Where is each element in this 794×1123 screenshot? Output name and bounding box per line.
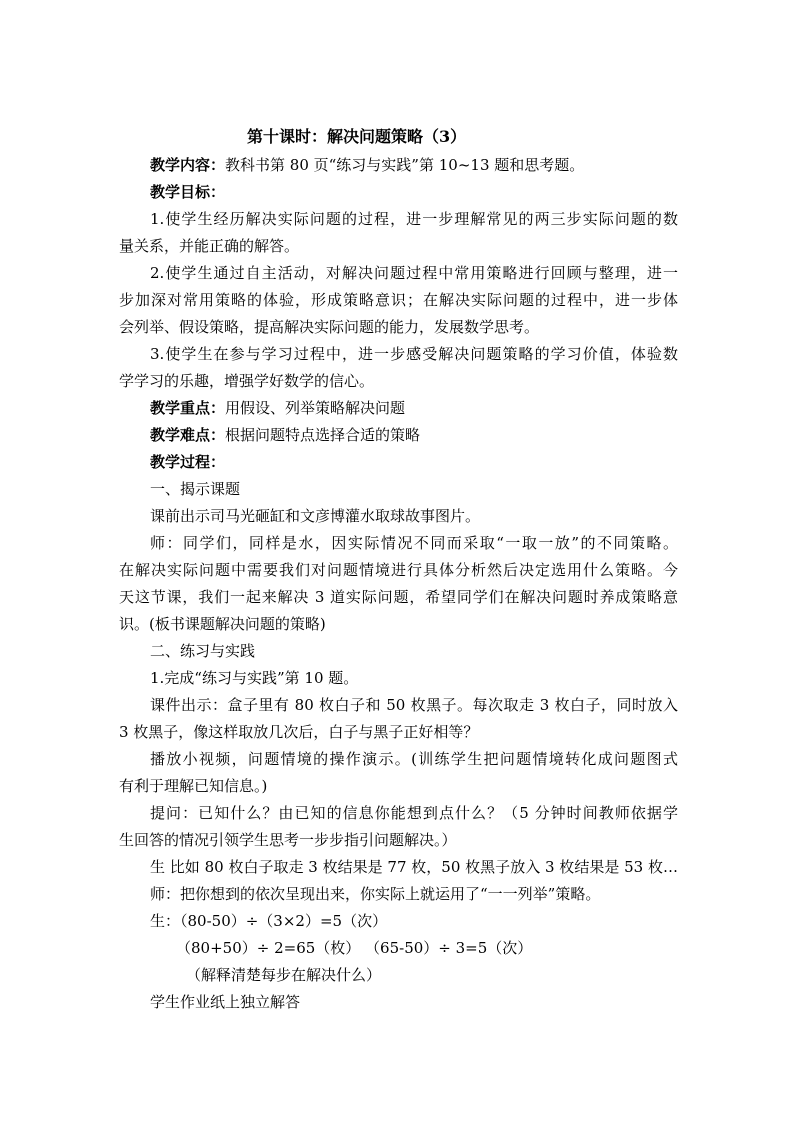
student-answer-1: 生 比如 80 枚白子取走 3 枚结果是 77 枚，50 枚黑子放入 3 枚结果是 53 枚… [150,858,678,876]
formula-line-2: （80+50）÷ 2=65（枚） （65-50）÷ 3=5（次） [176,939,533,957]
key-point-label: 教学重点： [150,399,226,417]
goal-2-line-3: 会列举、假设策略，提高解决实际问题的能力，发展数学思考。 [119,318,540,336]
goal-1-line-1: 1.使学生经历解决实际问题的过程，进一步理解常见的两三步实际问题的数 [150,210,678,228]
courseware-line-1: 课件出示：盒子里有 80 枚白子和 50 枚黑子。每次取走 3 枚白子，同时放入 [150,696,678,714]
goal-3-line-1: 3.使学生在参与学习过程中，进一步感受解决问题策略的学习价值，体验数 [150,345,678,363]
teaching-process-label: 教学过程： [150,453,226,471]
question-line-2: 生回答的情况引领学生思考一步步指引问题解决。） [119,831,457,849]
question-line-1: 提问：已知什么？由已知的信息你能想到点什么？（5 分钟时间教师依据学 [150,804,678,822]
exercise-10: 1.完成“练习与实践”第 10 题。 [150,669,359,687]
explanation-note: （解释清楚每步在解决什么） [186,966,382,984]
teaching-goals-label: 教学目标： [150,183,226,201]
teaching-content [150,152,584,178]
video-line-1: 播放小视频，问题情境的操作演示。(训练学生把问题情境转化成问题图式 [150,750,678,768]
section-1-heading: 一、揭示课题 [150,480,241,498]
courseware-line-2: 3 枚黑子，像这样取放几次后，白子与黑子正好相等？ [119,723,479,741]
key-point [150,395,405,421]
page-title: 第十课时：解决问题策略（3） [247,127,467,146]
difficult-point [150,422,420,448]
teacher-intro-line-2: 在解决实际问题中需要我们对问题情境进行具体分析然后决定选用什么策略。今 [119,561,678,579]
teacher-intro-line-1: 师：同学们，同样是水，因实际情况不同而采取“一取一放”的不同策略。 [150,534,678,552]
goal-3-line-2: 学学习的乐趣，增强学好数学的信心。 [119,372,375,390]
goal-1-line-2: 量关系，并能正确的解答。 [119,237,300,255]
key-point-text: 用假设、列举策略解决问题 [225,399,406,417]
goal-2-line-1: 2.使学生通过自主活动，对解决问题过程中常用策略进行回顾与整理，进一 [150,264,678,282]
homework-line: 学生作业纸上独立解答 [150,993,301,1011]
goal-2-line-2: 步加深对常用策略的体验，形成策略意识；在解决实际问题的过程中，进一步体 [119,291,678,309]
section-1-intro: 课前出示司马光砸缸和文彦博灌水取球故事图片。 [150,507,481,525]
teacher-intro-line-3: 天这节课，我们一起来解决 3 道实际问题，希望同学们在解决问题时养成策略意 [119,588,678,606]
video-line-2: 有利于理解已知信息。) [119,777,268,795]
teacher-comment: 师：把你想到的依次呈现出来，你实际上就运用了“一一列举”策略。 [150,885,601,903]
student-answer-2: 生：（80-50）÷（3×2）=5（次） [150,912,388,930]
difficult-point-text: 根据问题特点选择合适的策略 [225,426,421,444]
difficult-point-label: 教学难点： [150,426,226,444]
teaching-content-text: 教科书第 80 页“练习与实践”第 10~13 题和思考题。 [225,156,585,174]
teacher-intro-line-4: 识。(板书课题解决问题的策略) [119,615,326,633]
section-2-heading: 二、练习与实践 [150,642,256,660]
teaching-content-label: 教学内容： [150,156,226,174]
